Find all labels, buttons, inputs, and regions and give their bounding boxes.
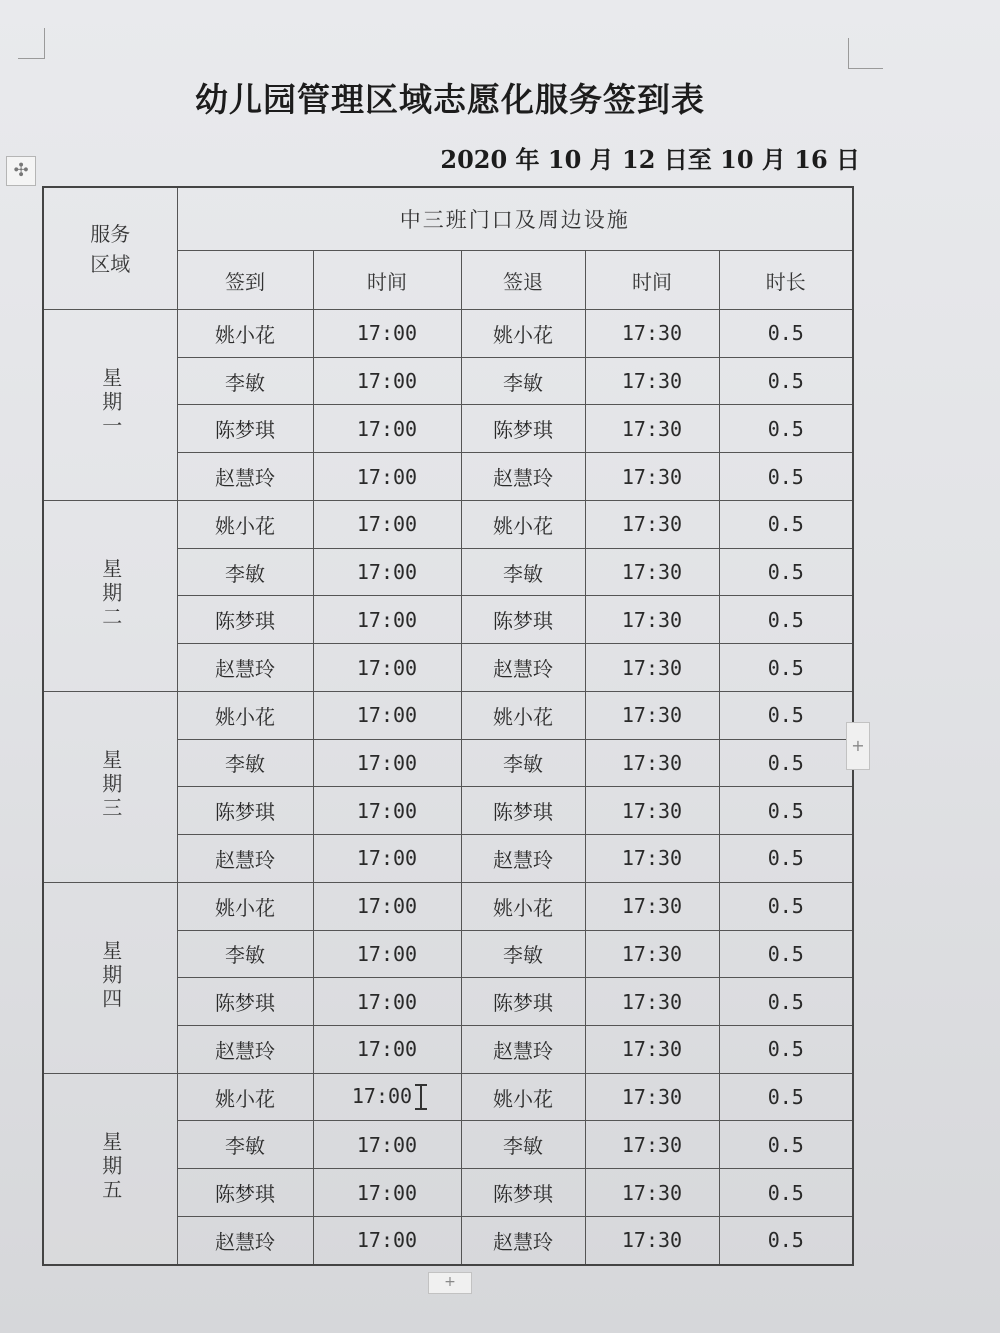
sign-in-name-cell[interactable] [177, 1026, 313, 1074]
sign-out-name-cell[interactable] [461, 1216, 585, 1265]
sign-in-name: 赵慧玲 [215, 1229, 275, 1254]
sign-out-name: 陈梦琪 [493, 609, 553, 634]
sign-in-name: 陈梦琪 [215, 1182, 275, 1207]
sign-in-name-cell[interactable] [177, 357, 313, 405]
sign-in-time: 17:00 [356, 1228, 418, 1253]
sign-out-name-cell[interactable] [461, 310, 585, 358]
duration: 0.5 [767, 846, 804, 871]
sign-in-time-cell[interactable] [313, 644, 461, 692]
sign-out-name-cell[interactable] [461, 500, 585, 548]
sign-out-name: 赵慧玲 [493, 657, 553, 681]
sign-out-name: 姚小花 [493, 895, 553, 920]
sign-in-name: 赵慧玲 [215, 466, 275, 491]
sign-out-time: 17:30 [621, 1228, 683, 1253]
sign-out-time: 17:30 [621, 369, 683, 394]
sign-out-name: 姚小花 [493, 704, 553, 729]
day-cell[interactable] [43, 882, 177, 1073]
sign-out-time: 17:30 [621, 512, 683, 537]
sign-out-name-cell[interactable] [461, 1026, 585, 1074]
duration-cell[interactable] [719, 930, 853, 978]
sign-in-name-cell[interactable] [177, 310, 313, 358]
sign-out-time: 17:30 [621, 750, 683, 775]
day-cell[interactable] [43, 500, 177, 691]
sign-in-time: 17:00 [356, 607, 418, 632]
duration-cell[interactable] [719, 405, 853, 453]
sign-in-time-cell[interactable] [313, 548, 461, 596]
sign-in-name: 李敏 [225, 943, 265, 968]
sign-out-time: 17:30 [621, 655, 683, 680]
sign-out-name-cell[interactable] [461, 882, 585, 930]
sign-in-name: 赵慧玲 [215, 657, 275, 681]
sign-in-name: 赵慧玲 [215, 847, 275, 872]
sign-in-name-cell[interactable] [177, 930, 313, 978]
sign-out-name-cell[interactable] [461, 787, 585, 835]
page-corner-mark-left [18, 28, 45, 59]
sign-out-time-cell[interactable] [585, 644, 719, 692]
table-row [43, 500, 853, 548]
sign-out-time: 17:30 [621, 989, 683, 1014]
sign-out-time-cell[interactable] [585, 1169, 719, 1217]
sign-out-name: 姚小花 [493, 1086, 553, 1111]
sign-out-time-cell[interactable] [585, 1216, 719, 1265]
sign-out-time: 17:30 [621, 1180, 683, 1205]
header-row-site [43, 187, 853, 251]
sign-in-name-cell[interactable] [177, 1216, 313, 1265]
sign-out-name: 陈梦琪 [493, 418, 553, 443]
sign-in-time-cell[interactable] [313, 930, 461, 978]
sign-out-time: 17:30 [621, 703, 683, 728]
add-row-button[interactable] [428, 1272, 472, 1294]
sign-out-name: 李敏 [503, 1134, 543, 1159]
duration: 0.5 [767, 703, 804, 728]
day-cell[interactable] [43, 1073, 177, 1265]
sign-in-time-cell[interactable] [313, 691, 461, 739]
plus-icon: + [851, 736, 865, 755]
sign-out-time-cell[interactable] [585, 453, 719, 501]
sign-in-time-cell[interactable] [313, 310, 461, 358]
sign-in-time: 17:00 [356, 416, 418, 441]
sign-in-time: 17:00 [356, 846, 418, 871]
sign-out-name: 李敏 [503, 752, 543, 777]
sign-in-name-cell[interactable] [177, 644, 313, 692]
sign-out-time: 17:30 [621, 798, 683, 823]
duration-cell[interactable] [719, 357, 853, 405]
sign-out-time-cell[interactable] [585, 310, 719, 358]
sign-out-name-cell[interactable] [461, 357, 585, 405]
sign-out-time: 17:30 [621, 1085, 683, 1110]
duration-cell[interactable] [719, 978, 853, 1026]
sign-in-name: 姚小花 [215, 322, 275, 347]
sign-out-time: 17:30 [621, 1132, 683, 1157]
duration-cell[interactable] [719, 548, 853, 596]
sign-in-time-cell[interactable] [313, 1169, 461, 1217]
sign-out-time-cell[interactable] [585, 978, 719, 1026]
sign-out-time-cell[interactable] [585, 1121, 719, 1169]
sign-in-time: 17:00 [356, 1180, 418, 1205]
sign-in-time: 17:00 [356, 703, 418, 728]
sign-in-time-cell[interactable] [313, 739, 461, 787]
sign-out-name-cell[interactable] [461, 978, 585, 1026]
sign-out-name: 赵慧玲 [493, 847, 553, 872]
duration-cell[interactable] [719, 1216, 853, 1265]
col-header-in-time: 时间 [313, 251, 461, 310]
sign-in-name-cell[interactable] [177, 1073, 313, 1121]
duration: 0.5 [767, 321, 804, 346]
col-header-out-time: 时间 [585, 251, 719, 310]
duration-cell[interactable] [719, 453, 853, 501]
sign-out-name-cell[interactable] [461, 405, 585, 453]
sign-in-name: 李敏 [225, 561, 265, 586]
sign-out-time: 17:30 [621, 941, 683, 966]
sign-out-time-cell[interactable] [585, 548, 719, 596]
sign-out-name-cell[interactable] [461, 1121, 585, 1169]
sign-out-time: 17:30 [621, 894, 683, 919]
sign-in-name: 姚小花 [215, 1086, 275, 1111]
sign-in-time: 17:00 [356, 989, 418, 1014]
duration: 0.5 [767, 894, 804, 919]
sign-out-time: 17:30 [621, 607, 683, 632]
sign-out-time-cell[interactable] [585, 1073, 719, 1121]
duration: 0.5 [767, 512, 804, 537]
duration: 0.5 [767, 798, 804, 823]
duration-cell[interactable] [719, 644, 853, 692]
duration-cell[interactable] [719, 1073, 853, 1121]
sign-out-time: 17:30 [621, 846, 683, 871]
plus-icon: + [444, 1274, 456, 1290]
date-range: 2020 年 10 月 12 日至 10 月 16 日 [440, 145, 860, 174]
duration-cell[interactable] [719, 1121, 853, 1169]
duration-cell[interactable] [719, 882, 853, 930]
sign-in-time: 17:00 [356, 941, 418, 966]
page-corner-mark-right [848, 38, 883, 69]
sign-out-time-cell[interactable] [585, 739, 719, 787]
duration: 0.5 [767, 1037, 804, 1062]
document-title: 幼儿园管理区域志愿化服务签到表 [195, 80, 705, 119]
sign-in-name-cell[interactable] [177, 500, 313, 548]
sign-out-time-cell[interactable] [585, 500, 719, 548]
sign-in-name: 姚小花 [215, 704, 275, 729]
sign-in-time-cell[interactable] [313, 453, 461, 501]
sign-in-name-cell[interactable] [177, 691, 313, 739]
table-row [43, 691, 853, 739]
sign-in-name: 姚小花 [215, 895, 275, 920]
sign-in-name: 李敏 [225, 752, 265, 777]
sign-in-time: 17:00 [356, 512, 418, 537]
sign-in-name-cell[interactable] [177, 1169, 313, 1217]
day-cell[interactable] [43, 691, 177, 882]
sign-out-time-cell[interactable] [585, 787, 719, 835]
duration: 0.5 [767, 989, 804, 1014]
area-header-label: 服务区域 [90, 221, 131, 276]
sign-out-name-cell[interactable] [461, 691, 585, 739]
day-label: 星期三 [98, 748, 123, 821]
col-header-sign-in: 签到 [177, 251, 313, 310]
duration: 0.5 [767, 560, 804, 585]
duration: 0.5 [767, 464, 804, 489]
day-label: 星期四 [98, 939, 123, 1012]
duration: 0.5 [767, 369, 804, 394]
sign-out-time: 17:30 [621, 416, 683, 441]
sign-in-name-cell[interactable] [177, 596, 313, 644]
sign-out-time-cell[interactable] [585, 357, 719, 405]
sign-out-name: 姚小花 [493, 513, 553, 538]
sign-in-name: 陈梦琪 [215, 418, 275, 443]
sign-in-time-cell[interactable] [313, 596, 461, 644]
sign-in-time: 17:00 [356, 369, 418, 394]
sign-in-time-cell[interactable] [313, 1216, 461, 1265]
sign-in-time-cell[interactable] [313, 1121, 461, 1169]
sign-out-name-cell[interactable] [461, 453, 585, 501]
sign-in-time-cell[interactable] [313, 882, 461, 930]
sign-in-time: 17:00 [356, 750, 418, 775]
sign-in-name: 陈梦琪 [215, 991, 275, 1016]
sign-in-time-cell[interactable] [313, 1026, 461, 1074]
duration: 0.5 [767, 750, 804, 775]
sign-in-time-cell[interactable] [313, 1073, 461, 1121]
sign-in-table [42, 186, 854, 1266]
sign-out-name: 陈梦琪 [493, 1182, 553, 1207]
duration: 0.5 [767, 655, 804, 680]
sign-out-name-cell[interactable] [461, 644, 585, 692]
day-label: 星期一 [98, 366, 123, 439]
sign-out-name: 姚小花 [493, 322, 553, 347]
add-column-button[interactable] [846, 722, 870, 770]
sign-in-time: 17:00 [351, 1083, 413, 1108]
sign-in-name: 陈梦琪 [215, 609, 275, 634]
sign-out-time: 17:30 [621, 321, 683, 346]
area-header [43, 187, 177, 310]
sign-out-name-cell[interactable] [461, 1073, 585, 1121]
sign-out-time-cell[interactable] [585, 882, 719, 930]
sign-in-time: 17:00 [356, 894, 418, 919]
duration-cell[interactable] [719, 596, 853, 644]
duration-cell[interactable] [719, 500, 853, 548]
text-cursor-icon [420, 1084, 422, 1110]
sign-in-name-cell[interactable] [177, 787, 313, 835]
sign-in-time: 17:00 [356, 1037, 418, 1062]
day-cell[interactable] [43, 310, 177, 501]
sign-out-name: 赵慧玲 [493, 466, 553, 491]
sign-out-name: 李敏 [503, 943, 543, 968]
sign-out-time-cell[interactable] [585, 930, 719, 978]
sign-in-time: 17:00 [356, 798, 418, 823]
sign-out-time: 17:30 [621, 1037, 683, 1062]
day-label: 星期二 [98, 557, 123, 630]
duration-cell[interactable] [719, 310, 853, 358]
duration: 0.5 [767, 1132, 804, 1157]
sign-out-time-cell[interactable] [585, 835, 719, 883]
sign-in-name-cell[interactable] [177, 405, 313, 453]
duration-cell[interactable] [719, 835, 853, 883]
sign-in-time-cell[interactable] [313, 835, 461, 883]
sign-in-time-cell[interactable] [313, 357, 461, 405]
duration: 0.5 [767, 1180, 804, 1205]
sign-out-name-cell[interactable] [461, 835, 585, 883]
duration: 0.5 [767, 416, 804, 441]
sign-out-name-cell[interactable] [461, 739, 585, 787]
sign-out-name-cell[interactable] [461, 1169, 585, 1217]
duration: 0.5 [767, 1085, 804, 1110]
sign-in-time-cell[interactable] [313, 787, 461, 835]
col-header-sign-out: 签退 [461, 251, 585, 310]
sign-in-name-cell[interactable] [177, 548, 313, 596]
sign-out-name: 赵慧玲 [493, 1038, 553, 1063]
duration-cell[interactable] [719, 739, 853, 787]
col-header-duration: 时长 [719, 251, 853, 310]
duration-cell[interactable] [719, 1026, 853, 1074]
site-header: 中三班门口及周边设施 [177, 187, 853, 251]
table-move-handle-icon[interactable]: ✣ [6, 156, 36, 186]
sign-out-name-cell[interactable] [461, 548, 585, 596]
table-row [43, 882, 853, 930]
sign-in-name: 姚小花 [215, 513, 275, 538]
sign-out-name-cell[interactable] [461, 930, 585, 978]
sign-in-name-cell[interactable] [177, 739, 313, 787]
sign-in-time: 17:00 [356, 321, 418, 346]
sign-in-name: 李敏 [225, 370, 265, 395]
sign-in-name: 李敏 [225, 1134, 265, 1159]
duration: 0.5 [767, 607, 804, 632]
sign-out-name: 陈梦琪 [493, 800, 553, 825]
sign-in-time: 17:00 [356, 655, 418, 680]
duration-cell[interactable] [719, 787, 853, 835]
sign-in-name: 陈梦琪 [215, 800, 275, 825]
sign-out-time-cell[interactable] [585, 596, 719, 644]
sign-out-name: 李敏 [503, 370, 543, 395]
duration-cell[interactable] [719, 1169, 853, 1217]
sign-in-time-cell[interactable] [313, 405, 461, 453]
sign-out-time: 17:30 [621, 560, 683, 585]
sign-out-time-cell[interactable] [585, 405, 719, 453]
sign-out-time-cell[interactable] [585, 1026, 719, 1074]
sign-out-time-cell[interactable] [585, 691, 719, 739]
sign-in-name-cell[interactable] [177, 835, 313, 883]
sign-out-name: 赵慧玲 [493, 1229, 553, 1254]
day-label: 星期五 [98, 1130, 123, 1203]
table-row [43, 310, 853, 358]
sign-out-name: 李敏 [503, 561, 543, 586]
duration-cell[interactable] [719, 691, 853, 739]
sign-in-name-cell[interactable] [177, 1121, 313, 1169]
table-row [43, 1073, 853, 1121]
sign-out-time: 17:30 [621, 464, 683, 489]
sign-in-name: 赵慧玲 [215, 1038, 275, 1063]
sign-in-time: 17:00 [356, 1132, 418, 1157]
duration: 0.5 [767, 941, 804, 966]
sign-in-name-cell[interactable] [177, 882, 313, 930]
sign-in-time-cell[interactable] [313, 978, 461, 1026]
sign-out-name: 陈梦琪 [493, 991, 553, 1016]
duration: 0.5 [767, 1228, 804, 1253]
sign-in-time-cell[interactable] [313, 500, 461, 548]
sign-out-name-cell[interactable] [461, 596, 585, 644]
sign-in-name-cell[interactable] [177, 978, 313, 1026]
sign-in-name-cell[interactable] [177, 453, 313, 501]
sign-in-time: 17:00 [356, 464, 418, 489]
sign-in-time: 17:00 [356, 560, 418, 585]
